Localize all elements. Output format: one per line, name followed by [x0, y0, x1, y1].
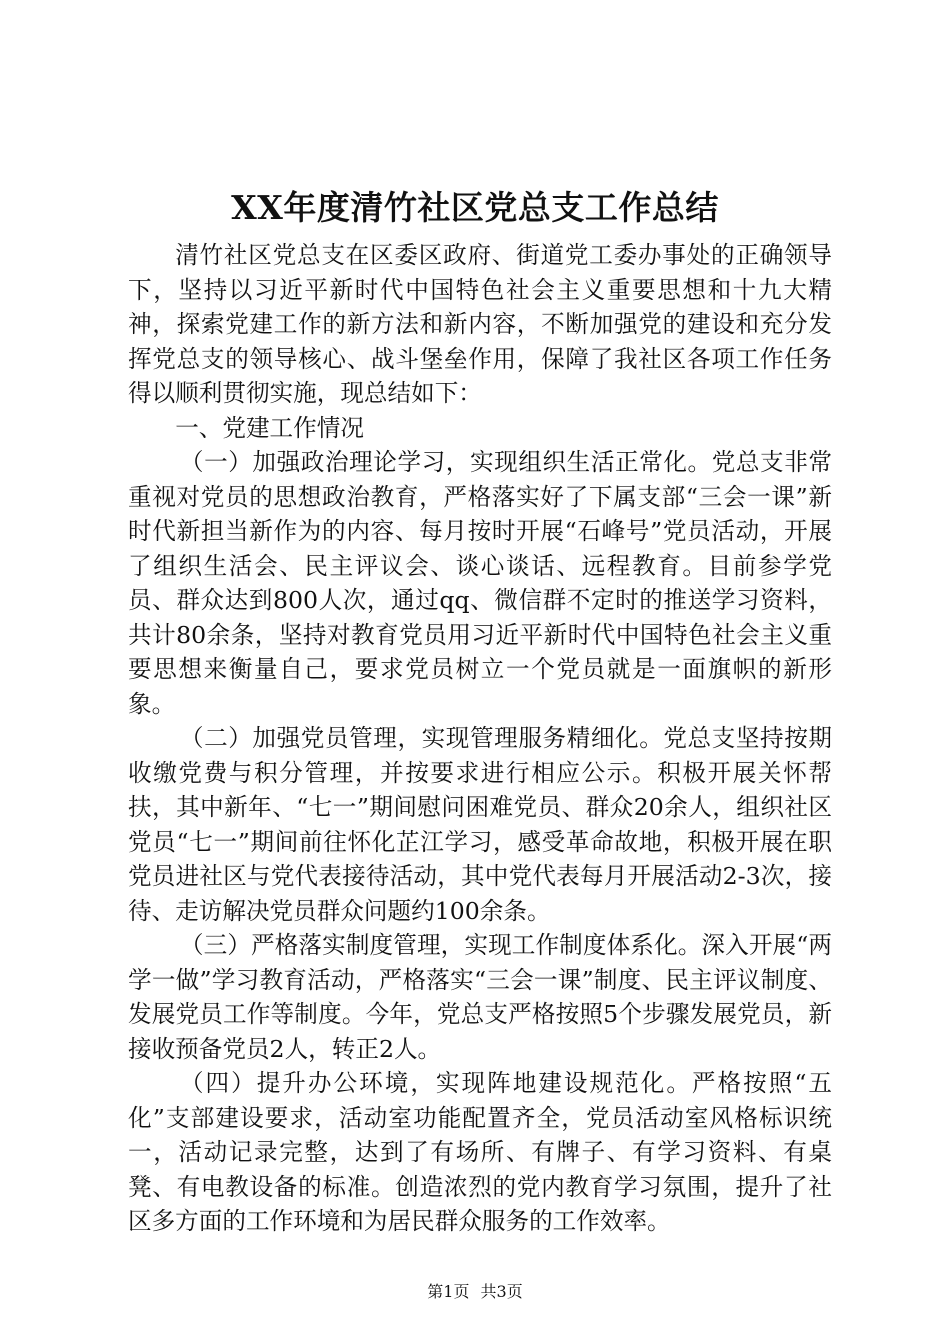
section-paragraph-2: （二）加强党员管理，实现管理服务精细化。党总支坚持按期收缴党费与积分管理，并按要求进行相应公示。积极开展关怀帮扶，其中新年、“七一”期间慰问困难党员、群众20余人，组织社区党员“七一”期间前往怀化芷江学习，感受革命故地，积极开展在职党员进社区与党代表接待活动，其中党代表每月开展活动2-3次，接待、走访解决党员群众问题约100余条。 [128, 724, 832, 925]
section-paragraph-1: （一）加强政治理论学习，实现组织生活正常化。党总支非常重视对党员的思想政治教育，严格落实好了下属支部“三会一课”新时代新担当新作为的内容、每月按时开展“石峰号”党员活动，开展了组织生活会、民主评议会、谈心谈话、远程教育。目前参学党员、群众达到800人次，通过qq、微信群不定时的推送学习资料，共计80余条，坚持对教育党员用习近平新时代中国特色社会主义重要思想来衡量自己，要求党员树立一个党员就是一面旗帜的新形象。 [128, 448, 832, 718]
document-title: XX年度清竹社区党总支工作总结 [231, 188, 719, 227]
page-number-footer: 第1页 共3页 [427, 1282, 523, 1301]
intro-paragraph: 清竹社区党总支在区委区政府、街道党工委办事处的正确领导下，坚持以习近平新时代中国特色社会主义重要思想和十九大精神，探索党建工作的新方法和新内容，不断加强党的建设和充分发挥党总支的领导核心、战斗堡垒作用，保障了我社区各项工作任务得以顺利贯彻实施，现总结如下： [128, 241, 832, 407]
section-heading: 一、党建工作情况 [175, 413, 364, 442]
document-body [128, 238, 832, 1239]
section-paragraph-3: （三）严格落实制度管理，实现工作制度体系化。深入开展“两学一做”学习教育活动，严格落实“三会一课”制度、民主评议制度、发展党员工作等制度。今年，党总支严格按照5个步骤发展党员，新接收预备党员2人，转正2人。 [128, 931, 832, 1063]
section-paragraph-4: （四）提升办公环境，实现阵地建设规范化。严格按照“五化”支部建设要求，活动室功能配置齐全，党员活动室风格标识统一，活动记录完整，达到了有场所、有牌子、有学习资料、有桌凳、有电教设备的标准。创造浓烈的党内教育学习氛围，提升了社区多方面的工作环境和为居民群众服务的工作效率。 [128, 1069, 832, 1235]
